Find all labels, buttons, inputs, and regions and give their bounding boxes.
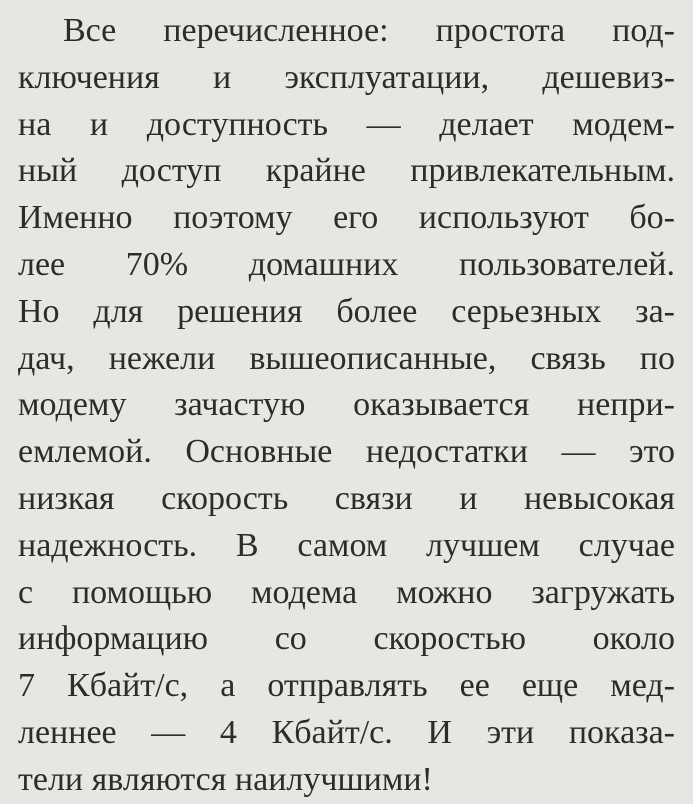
text-line: ключения и эксплуатации, дешевиз- — [18, 58, 675, 96]
paragraph-text — [18, 8, 675, 804]
text-line: Именно поэтому его используют бо- — [18, 199, 675, 237]
text-line: модему зачастую оказывается непри- — [18, 386, 675, 424]
text-line: надежность. В самом лучшем случае — [18, 526, 675, 564]
text-line: низкая скорость связи и невысокая — [18, 479, 675, 517]
text-line: 7 Кбайт/с, а отправлять ее еще мед- — [18, 667, 675, 705]
text-line: дач, нежели вышеописанные, связь по — [18, 339, 675, 377]
text-line: с помощью модема можно загружать — [18, 573, 675, 611]
text-line: информацию со скоростью около — [18, 620, 675, 658]
text-line: на и доступность — делает модем- — [18, 105, 675, 143]
text-line: Но для решения более серьезных за- — [18, 292, 675, 330]
text-line: Все перечисленное: простота под- — [63, 12, 675, 49]
text-line: емлемой. Основные недостатки — это — [18, 433, 675, 471]
text-line: ный доступ крайне привлекательным. — [18, 152, 675, 190]
text-line: тели являются наилучшими! — [18, 760, 433, 798]
text-line: леннее — 4 Кбайт/с. И эти показа- — [18, 713, 675, 751]
text-line: лее 70% домашних пользователей. — [18, 245, 675, 283]
